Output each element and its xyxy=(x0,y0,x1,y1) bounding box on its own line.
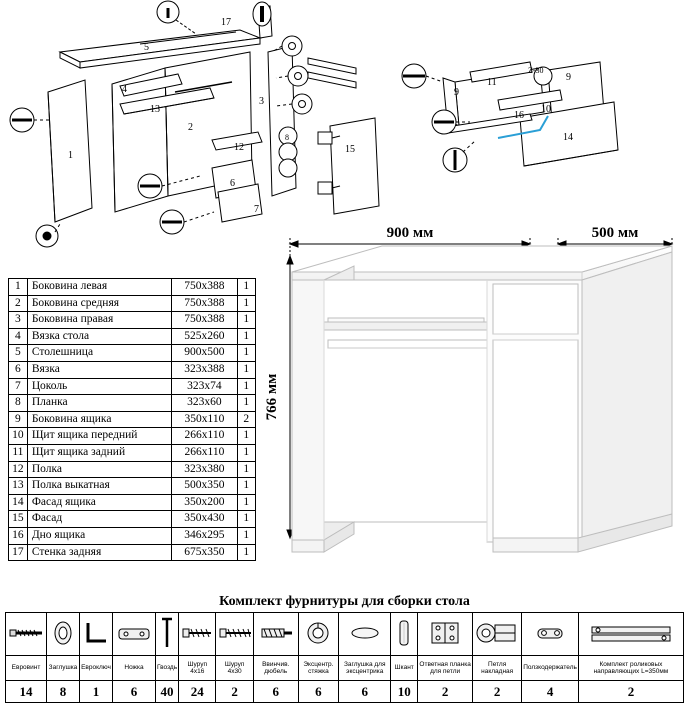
euro-screw-icon xyxy=(6,613,47,656)
height-dimension-label: 766 мм xyxy=(264,373,280,421)
hardware-kit-table xyxy=(5,612,684,703)
table-row xyxy=(9,478,256,495)
part-name: Вязка стола xyxy=(27,328,171,345)
screw-4x16-icon xyxy=(179,613,216,656)
part-qty: 1 xyxy=(237,361,255,378)
kit-item-count: 14 xyxy=(6,681,47,703)
table-row xyxy=(9,328,256,345)
dowel-icon xyxy=(391,613,418,656)
part-qty: 1 xyxy=(237,494,255,511)
table-row xyxy=(9,378,256,395)
part-qty: 1 xyxy=(237,378,255,395)
part-qty: 1 xyxy=(237,295,255,312)
part-size: 750x388 xyxy=(172,312,237,329)
svg-text:11: 11 xyxy=(487,77,497,88)
svg-text:16: 16 xyxy=(514,110,524,121)
part-number: 7 xyxy=(9,378,28,395)
exploded-assembly-diagram xyxy=(0,0,689,250)
kit-item-label: Евроключ xyxy=(80,656,113,681)
part-size: 500x350 xyxy=(172,478,237,495)
kit-item-count: 6 xyxy=(298,681,339,703)
svg-text:7: 7 xyxy=(254,204,259,215)
table-row xyxy=(9,395,256,412)
kit-item-count: 8 xyxy=(47,681,80,703)
kit-item-count: 6 xyxy=(113,681,156,703)
svg-text:5: 5 xyxy=(144,42,149,53)
part-name: Столешница xyxy=(27,345,171,362)
kit-item-count: 6 xyxy=(253,681,298,703)
svg-text:14: 14 xyxy=(563,132,573,143)
part-size: 323x60 xyxy=(172,395,237,412)
eccentric-cap-icon xyxy=(339,613,391,656)
svg-text:2: 2 xyxy=(188,122,193,133)
part-number: 14 xyxy=(9,494,28,511)
part-size: 266x110 xyxy=(172,444,237,461)
part-name: Дно ящика xyxy=(27,527,171,544)
allen-key-icon xyxy=(80,613,113,656)
table-row xyxy=(9,428,256,445)
part-name: Полка выкатная xyxy=(27,478,171,495)
table-row xyxy=(9,345,256,362)
part-number: 6 xyxy=(9,361,28,378)
table-row xyxy=(9,461,256,478)
part-qty: 1 xyxy=(237,395,255,412)
kit-item-label: Шуруп 4x16 xyxy=(179,656,216,681)
eccentric-tie-icon xyxy=(298,613,339,656)
kit-item-label: Петля накладная xyxy=(473,656,522,681)
part-qty: 1 xyxy=(237,444,255,461)
kit-item-label: Гвоздь xyxy=(156,656,179,681)
svg-text:8: 8 xyxy=(285,133,289,142)
kit-item-count: 1 xyxy=(80,681,113,703)
kit-item-label: Ножка xyxy=(113,656,156,681)
kit-item-label: Шуруп 4x30 xyxy=(216,656,253,681)
table-row xyxy=(9,411,256,428)
svg-text:1: 1 xyxy=(68,150,73,161)
part-size: 323x74 xyxy=(172,378,237,395)
table-row xyxy=(9,361,256,378)
part-name: Вязка xyxy=(27,361,171,378)
svg-text:17: 17 xyxy=(221,17,231,28)
part-qty: 1 xyxy=(237,312,255,329)
svg-text:15: 15 xyxy=(345,144,355,155)
kit-item-count: 4 xyxy=(522,681,579,703)
table-row xyxy=(9,444,256,461)
kit-item-count: 24 xyxy=(179,681,216,703)
part-size: 266x110 xyxy=(172,428,237,445)
part-qty: 2 xyxy=(237,411,255,428)
confirmat-icon xyxy=(253,613,298,656)
part-size: 350x110 xyxy=(172,411,237,428)
svg-text:10: 10 xyxy=(541,104,551,115)
part-number: 3 xyxy=(9,312,28,329)
svg-text:12: 12 xyxy=(234,142,244,153)
part-name: Полка xyxy=(27,461,171,478)
finished-desk-render xyxy=(262,222,686,574)
part-name: Цоколь xyxy=(27,378,171,395)
svg-text:6: 6 xyxy=(230,178,235,189)
hinge-plate-icon xyxy=(418,613,473,656)
kit-item-count: 40 xyxy=(156,681,179,703)
kit-item-count: 6 xyxy=(339,681,391,703)
part-qty: 1 xyxy=(237,328,255,345)
cap-icon xyxy=(47,613,80,656)
part-qty: 1 xyxy=(237,279,255,296)
svg-text:13: 13 xyxy=(150,104,160,115)
kit-item-count: 2 xyxy=(473,681,522,703)
part-qty: 1 xyxy=(237,428,255,445)
table-row xyxy=(9,312,256,329)
kit-item-count: 2 xyxy=(216,681,253,703)
table-row xyxy=(9,279,256,296)
part-size: 346x295 xyxy=(172,527,237,544)
part-number: 13 xyxy=(9,478,28,495)
part-number: 15 xyxy=(9,511,28,528)
roller-holder-icon xyxy=(522,613,579,656)
part-qty: 1 xyxy=(237,544,255,561)
part-number: 4 xyxy=(9,328,28,345)
part-qty: 1 xyxy=(237,345,255,362)
width-dimension-label: 900 мм xyxy=(386,225,434,241)
part-number: 10 xyxy=(9,428,28,445)
svg-text:3: 3 xyxy=(259,96,264,107)
kit-item-label: Ответная планка для петли xyxy=(418,656,473,681)
part-number: 16 xyxy=(9,527,28,544)
part-size: 350x200 xyxy=(172,494,237,511)
kit-item-label: Ввинчив. дюбель xyxy=(253,656,298,681)
svg-text:9: 9 xyxy=(566,72,571,83)
table-row xyxy=(9,511,256,528)
part-number: 5 xyxy=(9,345,28,362)
hardware-kit-title: Комплект фурнитуры для сборки стола xyxy=(219,594,470,609)
part-number: 8 xyxy=(9,395,28,412)
part-number: 1 xyxy=(9,279,28,296)
parts-table xyxy=(8,278,256,561)
part-size: 900x500 xyxy=(172,345,237,362)
hinge-icon xyxy=(473,613,522,656)
part-number: 11 xyxy=(9,444,28,461)
part-name: Боковина ящика xyxy=(27,411,171,428)
kit-item-label: Шкант xyxy=(391,656,418,681)
table-row xyxy=(9,544,256,561)
part-name: Щит ящика передний xyxy=(27,428,171,445)
part-size: 350x430 xyxy=(172,511,237,528)
part-name: Планка xyxy=(27,395,171,412)
foot-icon xyxy=(113,613,156,656)
slide-set-icon xyxy=(578,613,683,656)
part-size: 525x260 xyxy=(172,328,237,345)
part-name: Фасад xyxy=(27,511,171,528)
part-size: 750x388 xyxy=(172,279,237,296)
part-qty: 1 xyxy=(237,511,255,528)
nail-icon xyxy=(156,613,179,656)
kit-item-label: Евровинт xyxy=(6,656,47,681)
part-size: 750x388 xyxy=(172,295,237,312)
kit-item-count: 2 xyxy=(578,681,683,703)
table-row xyxy=(9,295,256,312)
part-qty: 1 xyxy=(237,461,255,478)
kit-item-count: 10 xyxy=(391,681,418,703)
kit-item-label: Ползкодержатель xyxy=(522,656,579,681)
svg-text:9: 9 xyxy=(454,87,459,98)
part-size: 323x388 xyxy=(172,361,237,378)
kit-item-label: Комплект роликовых направляющих L=350мм xyxy=(578,656,683,681)
part-qty: 1 xyxy=(237,478,255,495)
kit-item-label: Заглушка xyxy=(47,656,80,681)
svg-text:Z-30: Z-30 xyxy=(528,66,544,75)
part-number: 9 xyxy=(9,411,28,428)
part-number: 2 xyxy=(9,295,28,312)
part-number: 12 xyxy=(9,461,28,478)
kit-item-count: 2 xyxy=(418,681,473,703)
part-size: 323x380 xyxy=(172,461,237,478)
table-row xyxy=(9,494,256,511)
kit-item-label: Заглушка для эксцентрика xyxy=(339,656,391,681)
svg-text:4: 4 xyxy=(122,84,127,95)
kit-item-label: Эксцентр. стяжка xyxy=(298,656,339,681)
part-size: 675x350 xyxy=(172,544,237,561)
depth-dimension-label: 500 мм xyxy=(591,225,639,241)
part-name: Стенка задняя xyxy=(27,544,171,561)
part-qty: 1 xyxy=(237,527,255,544)
part-name: Боковина средняя xyxy=(27,295,171,312)
part-name: Щит ящика задний xyxy=(27,444,171,461)
part-name: Фасад ящика xyxy=(27,494,171,511)
part-name: Боковина правая xyxy=(27,312,171,329)
table-row xyxy=(9,527,256,544)
part-name: Боковина левая xyxy=(27,279,171,296)
screw-4x30-icon xyxy=(216,613,253,656)
part-number: 17 xyxy=(9,544,28,561)
